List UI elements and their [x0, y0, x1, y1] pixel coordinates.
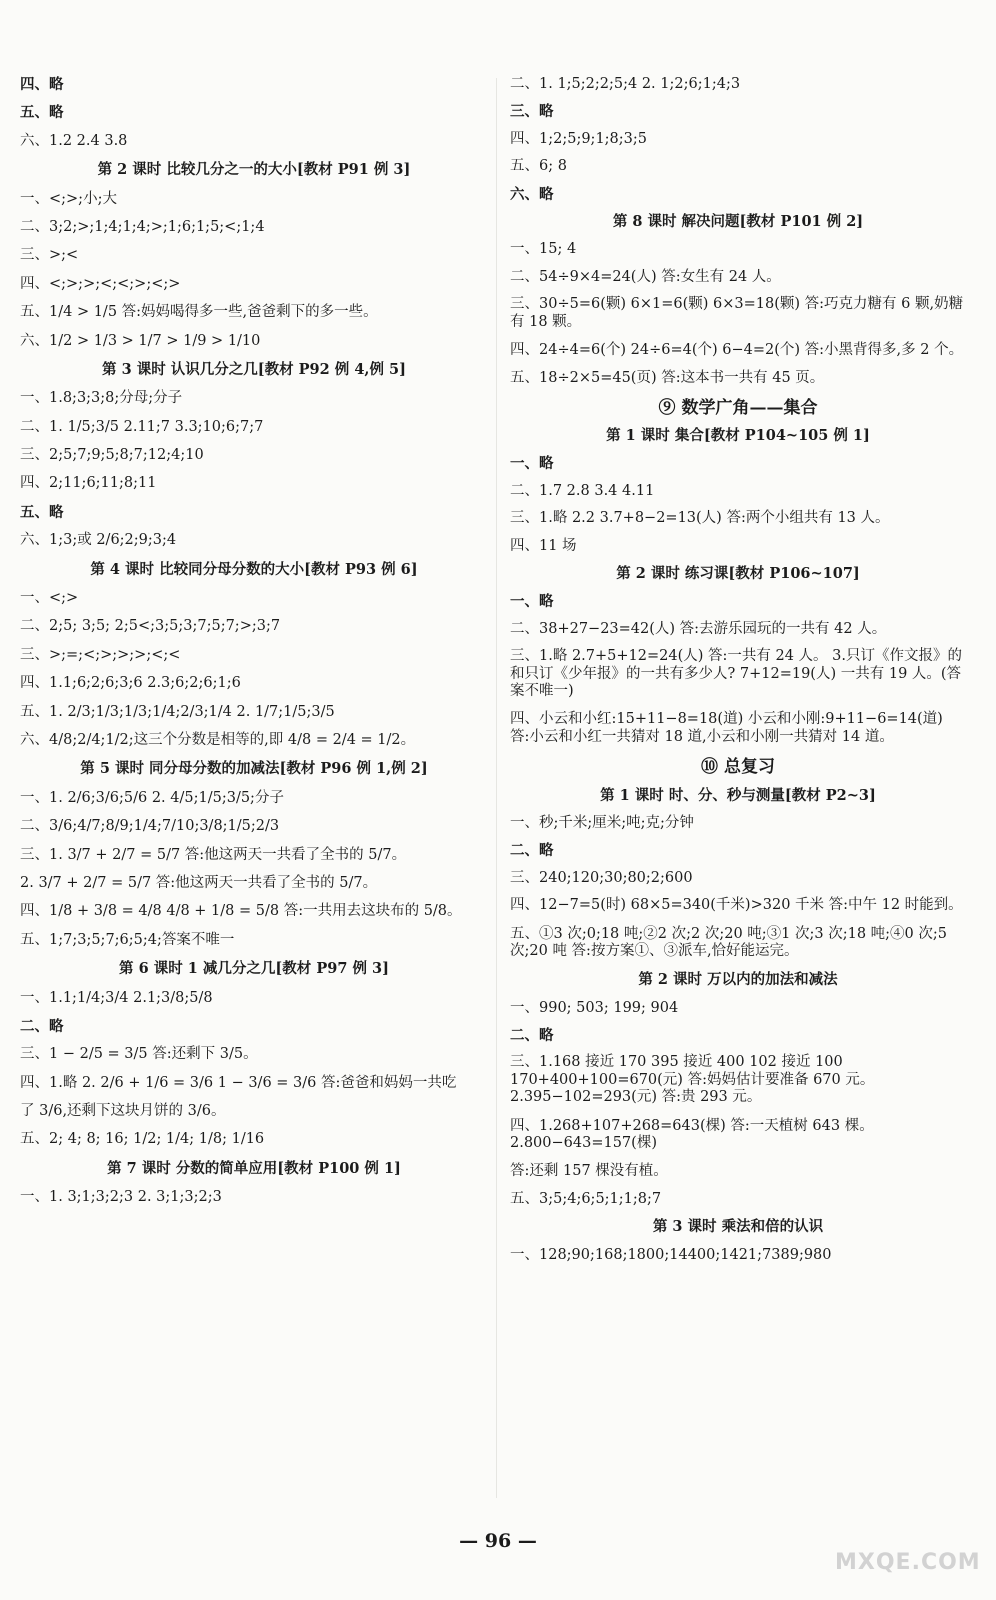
- answer-line: 二、1. 1/5;3/5 2.11;7 3.3;10;6;7;7: [20, 418, 264, 435]
- answer-line: 六、1;3;或 2/6;2;9;3;4: [20, 532, 177, 549]
- answer-line: 二、3;2;>;1;4;1;4;>;1;6;1;5;<;1;4: [20, 218, 265, 235]
- answer-line: 三、略: [510, 103, 554, 121]
- answer-line: 一、1.8;3;3;8;分母;分子: [20, 390, 183, 407]
- answer-paragraph: 三、1.168 接近 170 395 接近 400 102 接近 100 170+400+100=670(元) 答:妈妈估计要准备 670 元。 2.395−102=293(元) 答:贵 293 元。: [510, 1054, 875, 1106]
- answer-line: 三、1 − 2/5 = 3/5 答:还剩下 3/5。: [20, 1046, 258, 1063]
- answer-line: 一、<;>;小;大: [20, 190, 117, 207]
- lesson-heading: 第 8 课时 解决问题[教材 P101 例 2]: [612, 212, 864, 230]
- answer-paragraph: 五、①3 次;0;18 吨;②2 次;2 次;20 吨;③1 次;3 次;18 吨;④0 次;5 次;20 吨 答:按方案①、③派车,恰好能运完。: [510, 925, 947, 959]
- lesson-heading: 第 2 课时 练习课[教材 P106~107]: [616, 565, 860, 583]
- answer-line: 四、1;2;5;9;1;8;3;5: [510, 130, 647, 147]
- answer-line: 一、990; 503; 199; 904: [510, 999, 679, 1016]
- answer-line: 三、1.略 2.2 3.7+8−2=13(人) 答:两个小组共有 13 人。: [510, 510, 890, 527]
- answer-line: 五、1. 2/3;1/3;1/3;1/4;2/3;1/4 2. 1/7;1/5;3/5: [20, 703, 335, 720]
- answer-line: 五、6; 8: [510, 158, 567, 175]
- lesson-heading: 第 2 课时 万以内的加法和减法: [638, 971, 838, 989]
- answer-line: 2. 3/7 + 2/7 = 5/7 答:他这两天一共看了全书的 5/7。: [20, 874, 378, 891]
- lesson-heading: 第 4 课时 比较同分母分数的大小[教材 P93 例 6]: [90, 560, 418, 578]
- answer-paragraph: 三、1.略 2.7+5+12=24(人) 答:一共有 24 人。 3.只订《作文报》的和只订《少年报》的一共有多少人? 7+12=19(人) 一共有 19 人。(答案不唯一): [510, 648, 962, 699]
- right-column: [510, 76, 966, 1274]
- answer-line: 二、2;5; 3;5; 2;5<;3;5;3;7;5;7;>;3;7: [20, 618, 281, 635]
- answer-line: 六、1.2 2.4 3.8: [20, 132, 128, 149]
- answer-line: 三、2;5;7;9;5;8;7;12;4;10: [20, 447, 204, 464]
- lesson-heading: 第 1 课时 集合[教材 P104~105 例 1]: [606, 427, 870, 445]
- lesson-heading: 第 2 课时 比较几分之一的大小[教材 P91 例 3]: [97, 161, 411, 179]
- answer-line: 二、略: [510, 1027, 554, 1045]
- left-column: [20, 76, 488, 1218]
- answer-line: 四、1.略 2. 2/6 + 1/6 = 3/6 1 − 3/6 = 3/6 答:爸爸和妈妈一共吃: [20, 1074, 457, 1091]
- column-divider: [496, 78, 497, 1498]
- answer-line: 四、略: [20, 76, 64, 93]
- watermark-logo: MXQE.COM: [835, 1550, 981, 1575]
- answer-line: 二、38+27−23=42(人) 答:去游乐园玩的一共有 42 人。: [510, 620, 887, 637]
- answer-line: 二、1. 1;5;2;2;5;4 2. 1;2;6;1;4;3: [510, 76, 741, 92]
- answer-line: 二、1.7 2.8 3.4 4.11: [510, 482, 655, 499]
- answer-line: 五、2; 4; 8; 16; 1/2; 1/4; 1/8; 1/16: [20, 1131, 265, 1148]
- answer-line: 二、略: [510, 842, 554, 860]
- lesson-heading: 第 3 课时 认识几分之几[教材 P92 例 4,例 5]: [102, 360, 406, 378]
- answer-line: 一、1. 2/6;3/6;5/6 2. 4/5;1/5;3/5;分子: [20, 789, 284, 806]
- page-number: — 96 —: [459, 1530, 537, 1552]
- answer-line: 答:还剩 157 棵没有植。: [510, 1163, 668, 1180]
- answer-line: 五、略: [20, 104, 64, 122]
- answer-paragraph: 三、30÷5=6(颗) 6×1=6(颗) 6×3=18(颗) 答:巧克力糖有 6 颗,奶糖有 18 颗。: [510, 296, 964, 330]
- unit-heading: ⑩ 总复习: [701, 757, 775, 778]
- answer-paragraph: 四、24÷4=6(个) 24÷6=4(个) 6−4=2(个) 答:小黑背得多,多 2 个。: [510, 341, 964, 358]
- answer-line: 六、4/8;2/4;1/2;这三个分数是相等的,即 4/8 = 2/4 = 1/2。: [20, 731, 416, 748]
- answer-line: 五、1;7;3;5;7;6;5;4;答案不唯一: [20, 931, 235, 948]
- answer-line: 四、<;>;>;<;<;>;<;>: [20, 275, 181, 292]
- answer-line: 三、1. 3/7 + 2/7 = 5/7 答:他这两天一共看了全书的 5/7。: [20, 846, 407, 863]
- lesson-heading: 第 6 课时 1 减几分之几[教材 P97 例 3]: [119, 960, 389, 978]
- answer-line: 六、1/2 > 1/3 > 1/7 > 1/9 > 1/10: [20, 332, 261, 349]
- answer-line: 一、略: [510, 455, 554, 473]
- lesson-heading: 第 1 课时 时、分、秒与测量[教材 P2~3]: [600, 786, 876, 804]
- answer-line: 四、1.1;6;2;6;3;6 2.3;6;2;6;1;6: [20, 675, 241, 692]
- answer-line: 五、18÷2×5=45(页) 答:这本书一共有 45 页。: [510, 370, 825, 387]
- answer-line: 六、略: [510, 185, 554, 203]
- answer-line: 四、1/8 + 3/8 = 4/8 4/8 + 1/8 = 5/8 答:一共用去这块布的 5/8。: [20, 903, 462, 920]
- answer-line: 五、3;5;4;6;5;1;1;8;7: [510, 1190, 662, 1207]
- answer-line: 三、240;120;30;80;2;600: [510, 869, 693, 886]
- answer-line: 一、1. 3;1;3;2;3 2. 3;1;3;2;3: [20, 1189, 222, 1206]
- lesson-heading: 第 5 课时 同分母分数的加减法[教材 P96 例 1,例 2]: [80, 760, 428, 778]
- answer-line: 二、54÷9×4=24(人) 答:女生有 24 人。: [510, 268, 781, 285]
- unit-heading: ⑨ 数学广角——集合: [658, 397, 818, 418]
- answer-paragraph: 四、12−7=5(时) 68×5=340(千米)>320 千米 答:中午 12 时能到。: [510, 897, 963, 914]
- answer-paragraph: 四、小云和小红:15+11−8=18(道) 小云和小刚:9+11−6=14(道) 答:小云和小红一共猜对 18 道,小云和小刚一共猜对 14 道。: [510, 711, 943, 745]
- answer-line: 一、1.1;1/4;3/4 2.1;3/8;5/8: [20, 989, 213, 1006]
- answer-line: 一、略: [510, 593, 554, 611]
- answer-line: 一、15; 4: [510, 241, 577, 258]
- answer-paragraph: 四、1.268+107+268=643(棵) 答:一天植树 643 棵。 2.800−643=157(棵): [510, 1117, 874, 1152]
- answer-line: 五、1/4 > 1/5 答:妈妈喝得多一些,爸爸剩下的多一些。: [20, 304, 378, 321]
- answer-line: 四、11 场: [510, 537, 577, 554]
- answer-line: 了 3/6,还剩下这块月饼的 3/6。: [20, 1103, 226, 1120]
- answer-line: 二、略: [20, 1017, 64, 1035]
- answer-line: 一、<;>: [20, 590, 79, 607]
- lesson-heading: 第 7 课时 分数的简单应用[教材 P100 例 1]: [107, 1159, 401, 1177]
- answer-line: 一、秒;千米;厘米;吨;克;分钟: [510, 814, 694, 831]
- answer-line: 三、>;<: [20, 247, 79, 264]
- answer-line: 五、略: [20, 503, 64, 521]
- lesson-heading: 第 3 课时 乘法和倍的认识: [652, 1218, 824, 1236]
- answer-line: 一、128;90;168;1800;14400;1421;7389;980: [510, 1246, 832, 1263]
- answer-line: 三、>;=;<;>;>;>;<;<: [20, 646, 181, 663]
- answer-line: 四、2;11;6;11;8;11: [20, 475, 157, 492]
- answer-line: 二、3/6;4/7;8/9;1/4;7/10;3/8;1/5;2/3: [20, 818, 280, 835]
